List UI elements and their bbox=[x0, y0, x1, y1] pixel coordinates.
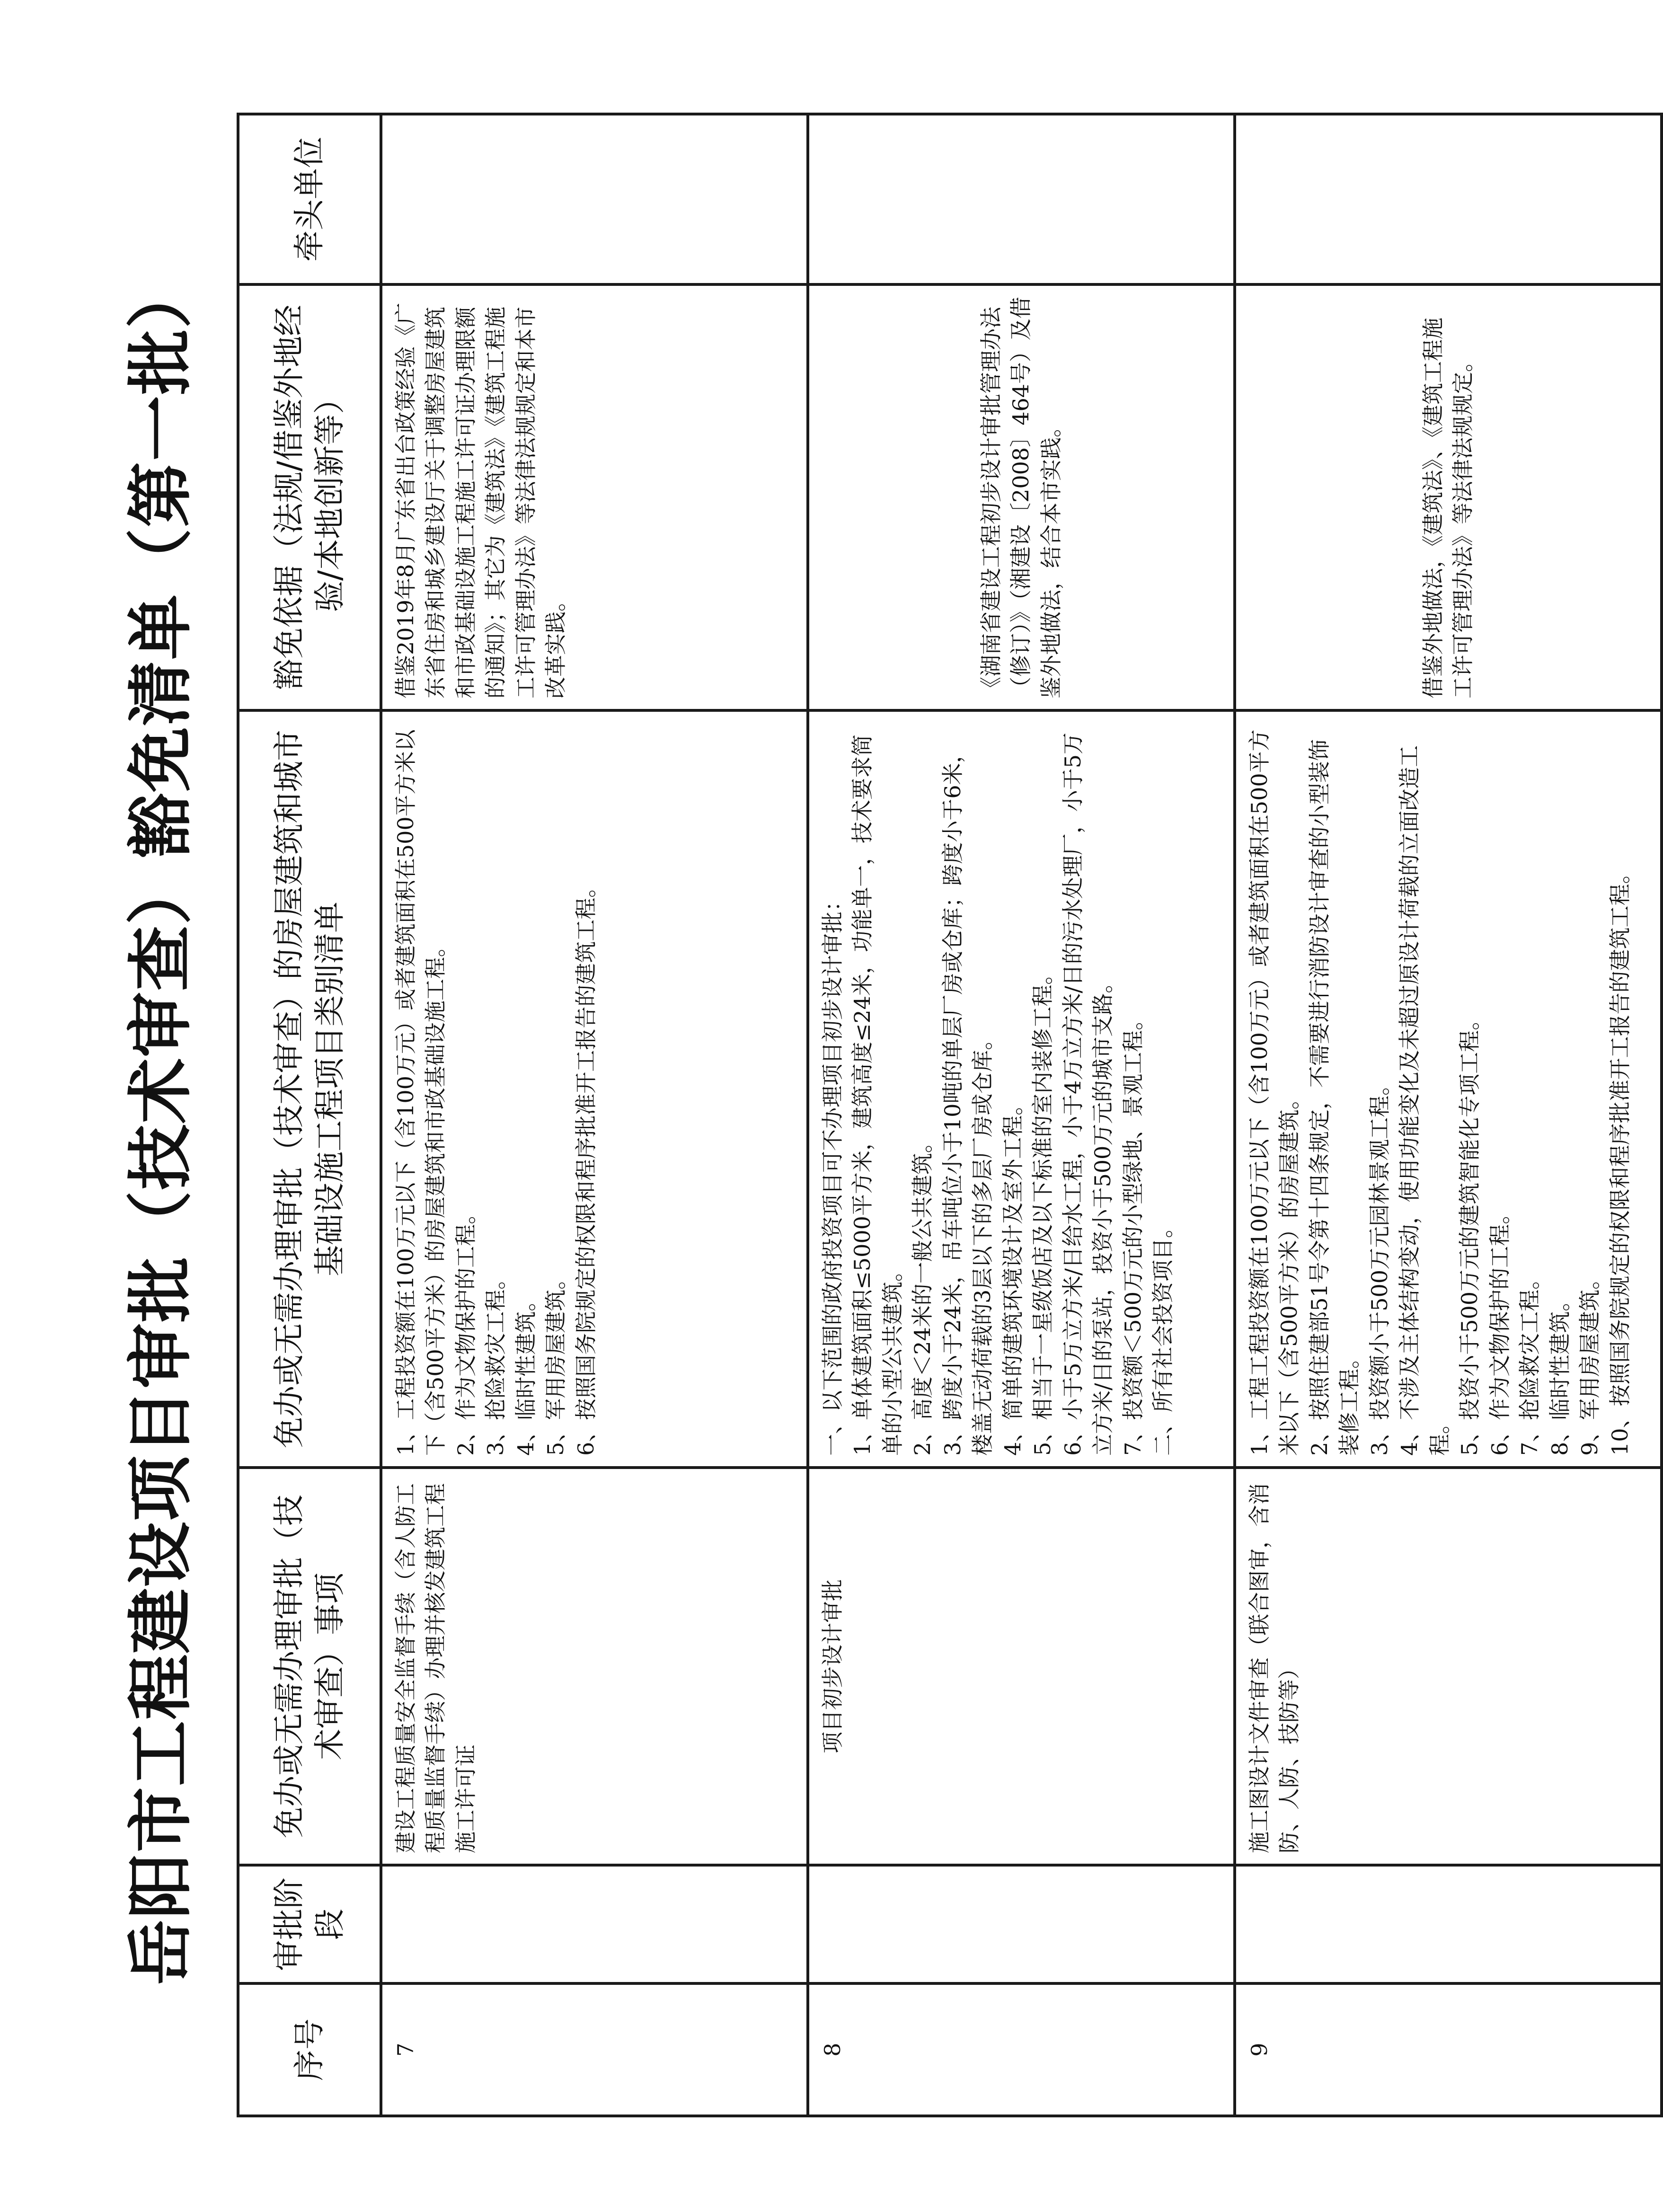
row-no: 7 bbox=[381, 1983, 808, 2116]
row-item: 施工图设计文件审查（联合图审，含消防、人防、技防等） bbox=[1235, 1468, 1662, 1865]
row-no: 8 bbox=[808, 1983, 1235, 2116]
table-row bbox=[1235, 114, 1662, 2116]
row-basis: 借鉴外地做法，《建筑法》、《建筑工程施工许可管理办法》等法律法规规定。 bbox=[1235, 284, 1662, 710]
list-line: 二、所有社会投资项目。 bbox=[1150, 1216, 1176, 1456]
list-line: 3、跨度小于24米，吊车吨位小于10吨的单层厂房或仓库；跨度小于6米，楼盖无动荷载的3层以下的多层厂房或仓库。 bbox=[939, 741, 996, 1456]
header-list: 免办或无需办理审批（技术审查）的房屋建筑和城市基础设施工程项目类别清单 bbox=[238, 710, 381, 1468]
page-title: 岳阳市工程建设项目审批（技术审查）豁免清单（第一批） bbox=[123, 262, 199, 1985]
list-line: 7、抢险救灾工程。 bbox=[1517, 1267, 1543, 1456]
row-stage bbox=[381, 1865, 808, 1983]
row-lead bbox=[808, 114, 1235, 284]
list-line: 6、作为文物保护的工程。 bbox=[1486, 1202, 1513, 1456]
row-list bbox=[1235, 710, 1662, 1468]
list-line: 7、投资额＜500万元的小型绿地、景观工程。 bbox=[1120, 1008, 1146, 1456]
row-lead bbox=[381, 114, 808, 284]
row-lead bbox=[1235, 114, 1662, 284]
list-line: 9、军用房屋建筑。 bbox=[1577, 1267, 1603, 1456]
table-row bbox=[808, 114, 1235, 2116]
list-line: 1、工程投资额在100万元以下（含100万元）或者建筑面积在500平方米以下（含500平方米）的房屋建筑和市政基础设施工程。 bbox=[393, 729, 449, 1456]
row-basis: 借鉴2019年8月广东省出台政策经验《广东省住房和城乡建设厅关于调整房屋建筑和市政基础设施工程施工许可证办理限额的通知》；其它为《建筑法》《建筑工程施工许可管理办法》等法律法规规定和本市改革实践。 bbox=[381, 284, 808, 710]
list-line: 2、作为文物保护的工程。 bbox=[452, 1202, 478, 1456]
list-line: 1、工程工程投资额在100万元以下（含100万元）或者建筑面积在500平方米以下（含500平方米）的房屋建筑。 bbox=[1247, 729, 1302, 1456]
list-line: 6、小于5万立方米/日给水工程，小于4万立方米/日的污水处理厂，小于5万立方米/日的泵站，投资小于500万元的城市支路。 bbox=[1060, 732, 1116, 1456]
row-item: 建设工程质量安全监督手续（含人防工程质量监督手续）办理并核发建筑工程施工许可证 bbox=[381, 1468, 808, 1865]
header-item: 免办或无需办理审批（技术审查）事项 bbox=[238, 1468, 381, 1865]
row-list bbox=[381, 710, 808, 1468]
row-stage bbox=[808, 1865, 1235, 1983]
list-line: 5、相当于一星级饭店及以下标准的室内装修工程。 bbox=[1030, 963, 1056, 1456]
list-line: 6、按照国务院规定的权限和程序批准开工报告的建筑工程。 bbox=[573, 876, 599, 1456]
list-line: 4、简单的建筑环境设计及室外工程。 bbox=[1000, 1093, 1026, 1456]
row-item: 项目初步设计审批 bbox=[808, 1468, 1235, 1865]
list-line: 1、单体建筑面积≤5000平方米，建筑高度≤24米，功能单一，技术要求简单的小型公共建筑。 bbox=[849, 734, 905, 1456]
list-line: 5、投资小于500万元的建筑智能化专项工程。 bbox=[1457, 1008, 1483, 1456]
list-line: 2、高度＜24米的一般公共建筑。 bbox=[910, 1131, 936, 1456]
list-line: 8、临时性建筑。 bbox=[1547, 1289, 1573, 1456]
list-line: 4、临时性建筑。 bbox=[513, 1289, 539, 1456]
list-line: 3、投资额小于500万元园林景观工程。 bbox=[1366, 1073, 1392, 1456]
row-list bbox=[808, 710, 1235, 1468]
list-line: 4、不涉及主体结构变动，使用功能变化及未超过原设计荷载的立面改造工程。 bbox=[1397, 745, 1452, 1456]
table-header-row bbox=[238, 114, 381, 2116]
row-stage bbox=[1235, 1865, 1662, 1983]
header-basis: 豁免依据（法规/借鉴外地经验/本地创新等） bbox=[238, 284, 381, 710]
header-no: 序号 bbox=[238, 1983, 381, 2116]
exemption-table bbox=[237, 113, 1663, 2117]
list-line: 一、以下范围的政府投资项目可不办理项目初步设计审批： bbox=[820, 890, 845, 1456]
list-line: 3、抢险救灾工程。 bbox=[483, 1267, 509, 1456]
header-lead: 牵头单位 bbox=[238, 114, 381, 284]
list-line: 2、按照住建部51号令第十四条规定，不需要进行消防设计审查的小型装饰装修工程。 bbox=[1306, 739, 1362, 1456]
table-row bbox=[381, 114, 808, 2116]
row-no: 9 bbox=[1235, 1983, 1662, 2116]
list-line: 10、按照国务院规定的权限和程序批准开工报告的建筑工程。 bbox=[1607, 862, 1633, 1456]
list-line: 5、军用房屋建筑。 bbox=[543, 1267, 569, 1456]
row-basis: 《湖南省建设工程初步设计审批管理办法（修订）》（湘建设〔2008〕464号）及借鉴外地做法，结合本市实践。 bbox=[808, 284, 1235, 710]
header-stage: 审批阶段 bbox=[238, 1865, 381, 1983]
